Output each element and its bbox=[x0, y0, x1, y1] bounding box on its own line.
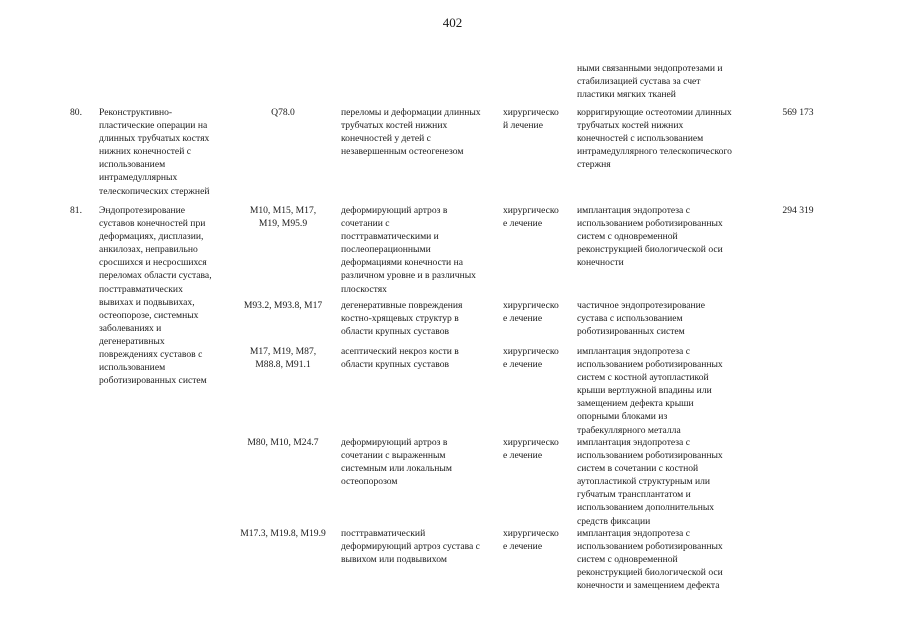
cost-norm: 569 173 bbox=[782, 107, 814, 118]
treatment-name: Реконструктивно- пластические операции на длинных трубчатых костях нижних конечностей с использованием интрамедуллярных телескопических стержней bbox=[99, 107, 210, 197]
treatment-method: имплантация эндопротеза с использованием роботизированных систем с одновременной реконструкцией биологической оси конечности и замещением дефекта bbox=[577, 528, 723, 592]
treatment-kind: хирургическо е лечение bbox=[503, 300, 559, 325]
treatment-method: имплантация эндопротеза с использованием роботизированных систем в сочетании с костной аутопластикой структурным или губчатым трансплантатом и использованием дополнительных средств фиксации bbox=[577, 437, 723, 527]
treatment-method: имплантация эндопротеза с использованием роботизированных систем с костной аутопластикой крыши вертлужной впадины или замещением дефекта крыши опорными блоками из трабекуллярного металла bbox=[577, 346, 723, 436]
treatment-name: Эндопротезирование суставов конечностей при деформациях, дисплазии, анкилозах, неправильно сросшихся и несросшихся переломах области сустава, посттравматических вывихах и подвывихах, остеопорозе, системных заболеваниях и дегенеративных повреждениях суставов с использованием роботизированных систем bbox=[99, 205, 212, 387]
patient-model: асептический некроз кости в области крупных суставов bbox=[341, 346, 459, 371]
patient-model: посттравматический деформирующий артроз сустава с вывихом или подвывихом bbox=[341, 528, 480, 566]
treatment-kind: хирургическо й лечение bbox=[503, 107, 559, 132]
treatment-method: корригирующие остеотомии длинных трубчатых костей нижних конечностей с использованием интрамедуллярного телескопического стержня bbox=[577, 107, 732, 171]
treatment-kind: хирургическо е лечение bbox=[503, 205, 559, 230]
icd-codes: Q78.0 bbox=[271, 107, 295, 118]
treatment-method: имплантация эндопротеза с использованием роботизированных систем с одновременной реконструкцией биологической оси конечности bbox=[577, 205, 723, 269]
cost-norm: 294 319 bbox=[782, 205, 814, 216]
treatment-kind: хирургическо е лечение bbox=[503, 437, 559, 462]
treatment-method: частичное эндопротезирование сустава с использованием роботизированных систем bbox=[577, 300, 706, 338]
method-continuation: ными связанными эндопротезами и стабилизацией сустава за счет пластики мягких тканей bbox=[577, 63, 723, 101]
patient-model: переломы и деформации длинных трубчатых костей нижних конечностей у детей с незавершенным остеогенезом bbox=[341, 107, 481, 158]
patient-model: дегенеративные повреждения костно-хрящевых структур в области крупных суставов bbox=[341, 300, 463, 338]
patient-model: деформирующий артроз в сочетании с выраженным системным или локальным остеопорозом bbox=[341, 437, 452, 488]
icd-codes: M17, M19, M87, M88.8, M91.1 bbox=[249, 346, 317, 371]
row-number: 80. bbox=[70, 107, 82, 118]
icd-codes: M17.3, M19.8, M19.9 bbox=[240, 528, 326, 539]
treatment-kind: хирургическо е лечение bbox=[503, 346, 559, 371]
icd-codes: M93.2, M93.8, M17 bbox=[243, 300, 323, 311]
icd-codes: M80, M10, M24.7 bbox=[247, 437, 319, 448]
page-number: 402 bbox=[442, 15, 463, 30]
patient-model: деформирующий артроз в сочетании с посттравматическими и послеоперационными деформациями конечности на различном уровне и в различных плоскостях bbox=[341, 205, 476, 295]
icd-codes: M10, M15, M17, M19, M95.9 bbox=[249, 205, 317, 230]
treatment-kind: хирургическо е лечение bbox=[503, 528, 559, 553]
row-number: 81. bbox=[70, 205, 82, 216]
